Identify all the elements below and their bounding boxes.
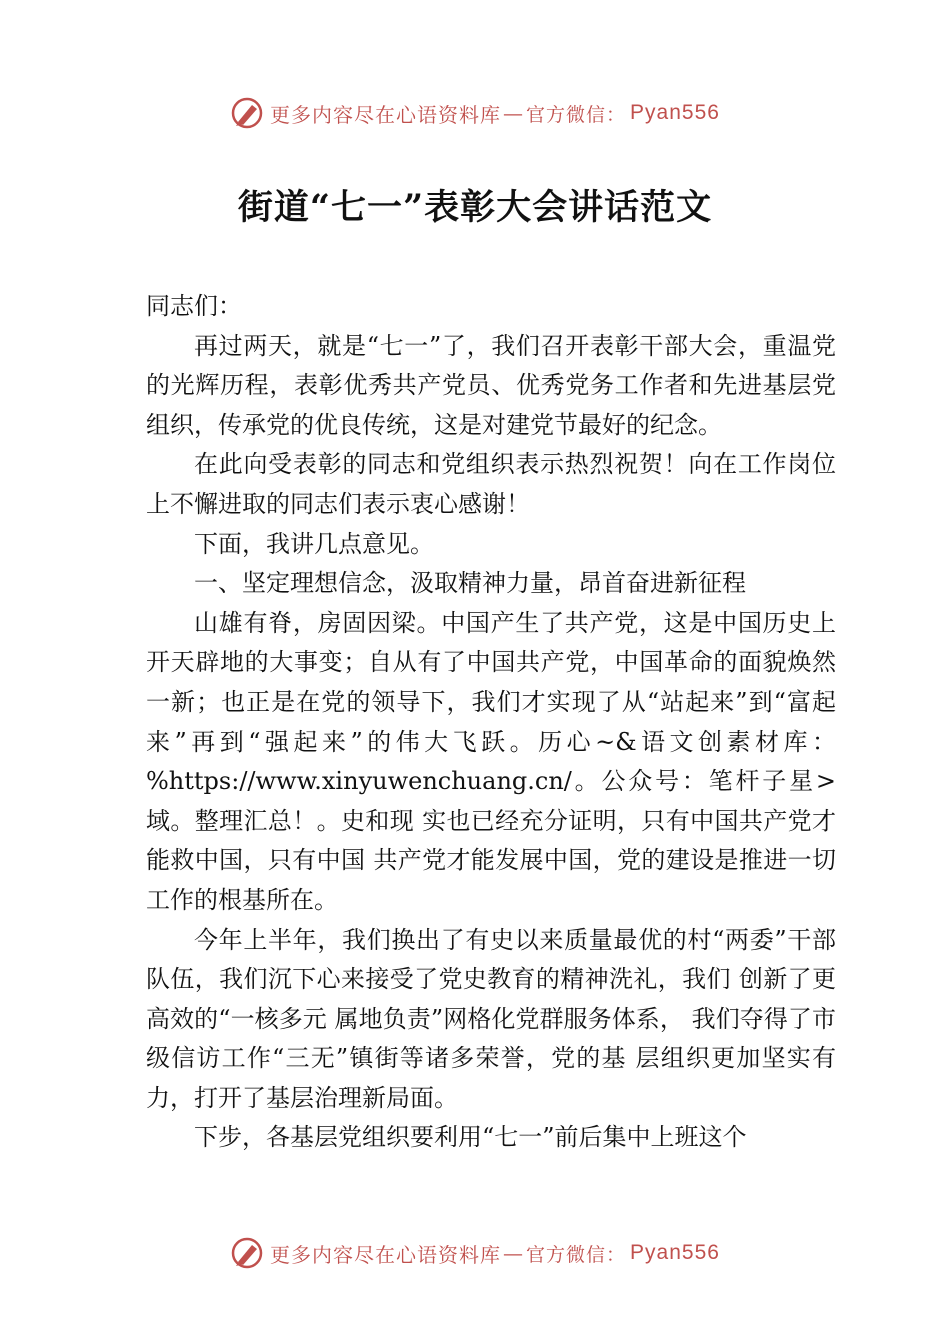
banner-wechat-label: 官方微信： (526, 103, 627, 126)
document-body (146, 287, 836, 1158)
footer-banner (0, 1233, 950, 1273)
banner-wechat-id: Pyan556 (630, 101, 720, 124)
banner-brand: 更多内容尽在心语资料库 (270, 102, 502, 127)
banner-brand: 更多内容尽在心语资料库 (270, 1242, 502, 1267)
banner-dash: — (503, 1241, 525, 1265)
banner-wechat-id: Pyan556 (630, 1241, 720, 1264)
document-title: 街道“七一”表彰大会讲话范文 (237, 187, 713, 228)
section-heading: 一、坚定理想信念，汲取精神力量，昂首奋进新征程 (194, 569, 746, 598)
banner-wechat-label: 官方微信： (526, 1243, 627, 1266)
pen-logo-icon (230, 96, 264, 130)
paragraph: 再过两天，就是“七一”了，我们召开表彰干部大会，重温党的光辉历程，表彰优秀共产党员、优秀党务工作者和先进基层党组织，传承党的优良传统，这是对建党节最好的纪念。 (146, 331, 836, 439)
paragraph: 今年上半年，我们换出了有史以来质量最优的村“两委”干部队伍，我们沉下心来接受了党史教育的精神洗礼，我们 创新了更高效的“一核多元 属地负责”网格化党群服务体系， 我们夺得了市级信访工作“三无”镇街等诸多荣誉，党的基 层组织更加坚实有力，打开了基层治理新局面。 (146, 925, 836, 1112)
paragraph: 下步，各基层党组织要利用“七一”前后集中上班这个 (194, 1123, 747, 1152)
pen-logo-icon (230, 1236, 264, 1270)
paragraph: 下面，我讲几点意见。 (194, 529, 434, 558)
paragraph: 山雄有脊，房固因梁。中国产生了共产党，这是中国历史上开天辟地的大事变；自从有了中国共产党，中国革命的面貌焕然一新；也正是在党的领导下，我们才实现了从“站起来”到“富起来”再到“强起来”的伟大飞跃。历心~&语文创素材库：%https://www.xinyuwenchuang.cn/。公众号：笔杆子星>域。整理汇总！。史和现 实也已经充分证明，只有中国共产党才能救中国，只有中国 共产党才能发展中国，党的建设是推进一切工作的根基所在。 (146, 608, 836, 914)
paragraph: 在此向受表彰的同志和党组织表示热烈祝贺！向在工作岗位上不懈进取的同志们表示衷心感谢！ (146, 450, 836, 518)
salutation: 同志们： (146, 292, 242, 320)
header-banner (0, 93, 950, 133)
banner-dash: — (503, 101, 525, 125)
